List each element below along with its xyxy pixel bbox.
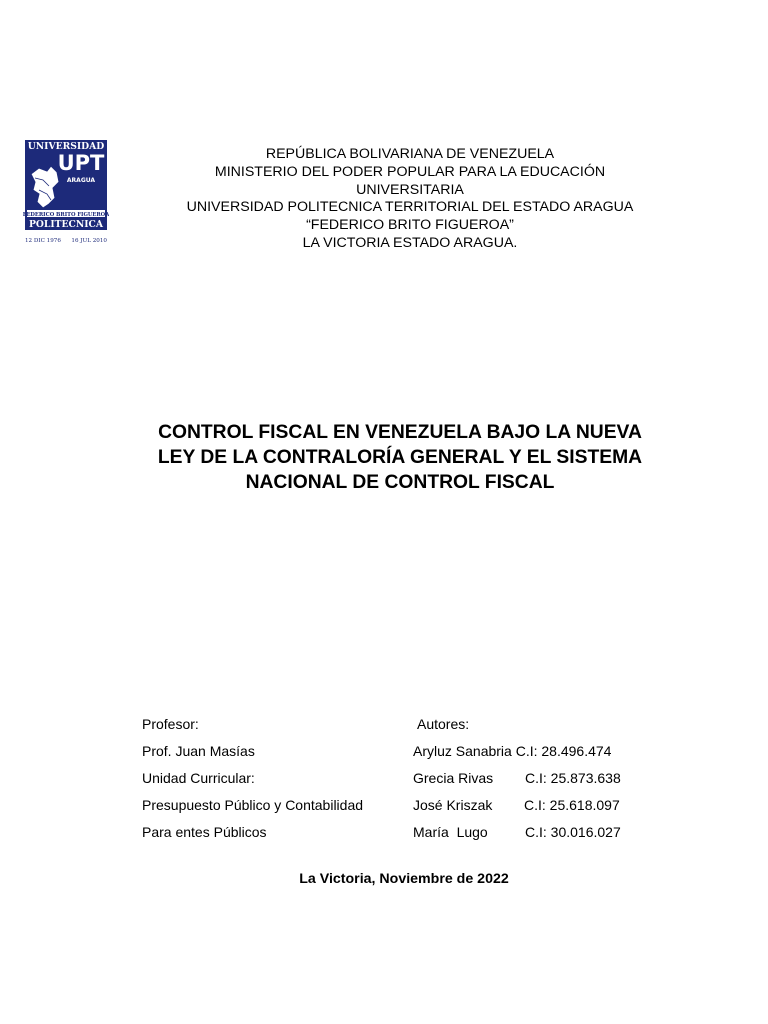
logo-acronym: UPT <box>57 151 105 175</box>
title-line: NACIONAL DE CONTROL FISCAL <box>245 472 555 493</box>
header-line: “FEDERICO BRITO FIGUEROA” <box>306 217 514 234</box>
document-title <box>120 420 680 495</box>
header-line: REPÚBLICA BOLIVARIANA DE VENEZUELA <box>265 146 555 162</box>
university-logo <box>23 138 109 250</box>
logo-state: ARAGUA <box>66 177 96 184</box>
author-id: C.I: 25.873.638 <box>525 770 621 786</box>
header-line: UNIVERSITARIA <box>356 181 464 198</box>
author-name: José Kriszak <box>413 797 493 813</box>
course-info <box>142 711 363 846</box>
place-date: La Victoria, Noviembre de 2022 <box>299 871 509 887</box>
logo-bottom-text: POLITECNICA <box>29 219 103 230</box>
title-line: CONTROL FISCAL EN VENEZUELA BAJO LA NUEVA <box>158 422 642 443</box>
authors-block <box>413 711 621 846</box>
author-name: María Lugo <box>413 824 488 840</box>
institution-header <box>140 146 680 253</box>
logo-date-right: 16 JUL 2010 <box>71 238 107 244</box>
header-line: UNIVERSIDAD POLITECNICA TERRITORIAL DEL ESTADO ARAGUA <box>186 199 634 216</box>
logo-ribbon-text: FEDERICO BRITO FIGUEROA <box>23 211 109 218</box>
authors-heading: Autores: <box>417 716 470 732</box>
title-line: LEY DE LA CONTRALORÍA GENERAL Y EL SISTEMA <box>157 447 643 468</box>
author-row <box>413 765 621 792</box>
header-line: LA VICTORIA ESTADO ARAGUA. <box>302 234 518 251</box>
header-line: MINISTERIO DEL PODER POPULAR PARA LA EDUCACIÓN <box>214 163 606 180</box>
author-id: C.I: 28.496.474 <box>515 743 612 759</box>
course-name-line-2: Para entes Públicos <box>142 824 267 840</box>
author-id: C.I: 30.016.027 <box>525 824 621 840</box>
author-name: Aryluz Sanabria <box>413 743 512 759</box>
author-row <box>413 738 621 765</box>
logo-date-left: 12 DIC 1976 <box>25 238 61 244</box>
logo-top-text: UNIVERSIDAD <box>27 141 105 152</box>
author-row <box>413 819 621 846</box>
course-label: Unidad Curricular: <box>142 770 255 786</box>
author-row <box>413 792 621 819</box>
course-name-line-1: Presupuesto Público y Contabilidad <box>142 797 364 813</box>
author-id: C.I: 25.618.097 <box>524 797 620 813</box>
professor-name: Prof. Juan Masías <box>142 743 255 759</box>
author-name: Grecia Rivas <box>413 770 494 786</box>
professor-label: Profesor: <box>142 716 199 732</box>
